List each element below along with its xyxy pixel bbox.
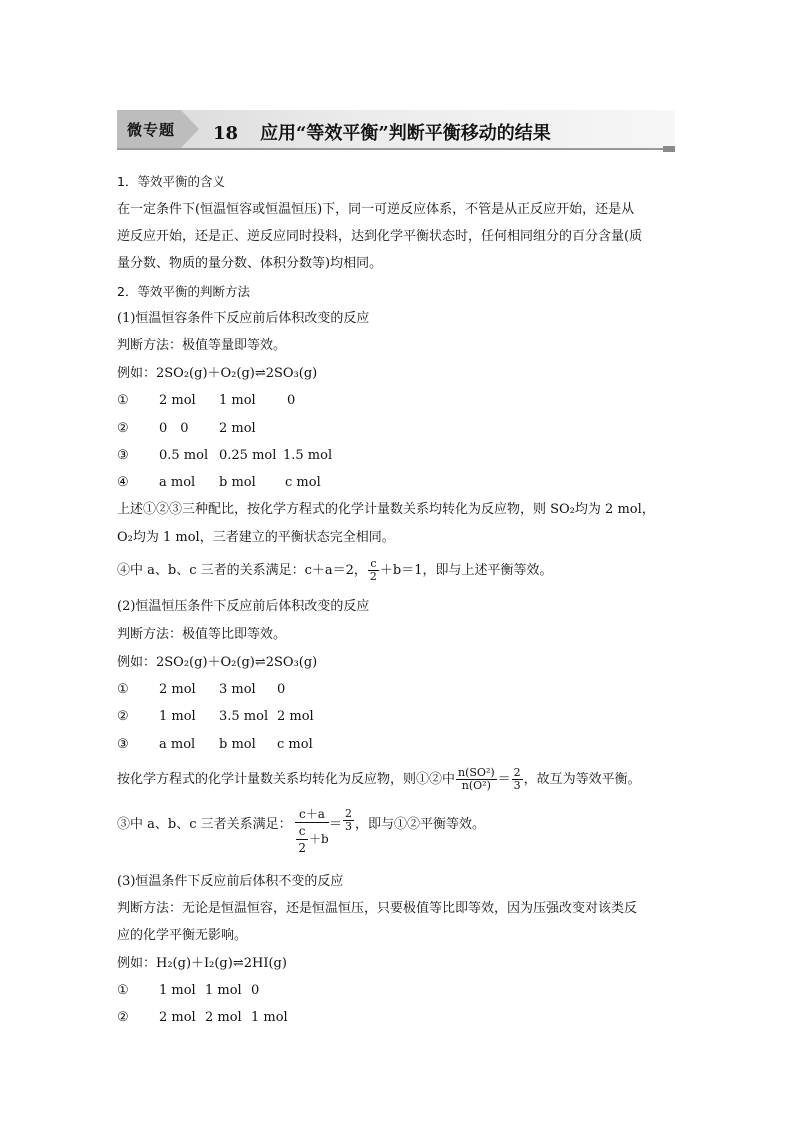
part-1-condition xyxy=(117,556,553,586)
inner-rest: ＋b xyxy=(308,832,329,846)
row-mark: ① xyxy=(117,983,129,998)
page-title xyxy=(213,119,551,145)
row-value-a: 1 mol xyxy=(159,983,196,998)
row-value-a: 0 0 xyxy=(159,421,189,436)
row-value-b: 3.5 mol xyxy=(219,709,269,724)
row-mark: ① xyxy=(117,682,129,697)
row-mark: ③ xyxy=(117,448,129,463)
section-1-heading: 1．等效平衡的含义 xyxy=(117,174,225,189)
condition-value-numerator: 2 xyxy=(345,807,353,820)
part-3-example: 例如：H₂(g)＋I₂(g)⇌2HI(g) xyxy=(117,956,287,971)
row-value-c: 2 mol xyxy=(219,421,256,436)
inner-denominator: 2 xyxy=(298,841,306,855)
part-1-title: (1)恒温恒容条件下反应前后体积改变的反应 xyxy=(117,311,370,326)
row-value-a: 1 mol xyxy=(159,709,196,724)
row-value-c: 0 xyxy=(277,682,286,697)
row-mark: ② xyxy=(117,421,129,436)
row-value-b: 0.25 mol xyxy=(219,448,277,463)
row-value-c: 2 mol xyxy=(277,709,314,724)
row-mark: ② xyxy=(117,709,129,724)
part-1-note-line-1: 上述①②③三种配比，按化学方程式的化学计量数关系均转化为反应物，则 SO₂均为 2 mol， xyxy=(117,502,655,517)
topic-tag-label: 微专题 xyxy=(127,121,176,139)
row-value-a: 2 mol xyxy=(159,1010,196,1025)
condition-value-denominator: 3 xyxy=(345,820,353,833)
section-banner xyxy=(117,110,675,154)
row-value-b: b mol xyxy=(219,475,256,490)
ratio-fraction xyxy=(456,767,497,792)
part-1-note-line-2: O₂均为 1 mol，三者建立的平衡状态完全相同。 xyxy=(117,530,395,545)
ratio-value-fraction xyxy=(512,767,523,792)
ratio-numerator: n(SO²) xyxy=(458,766,495,779)
ratio-value-numerator: 2 xyxy=(513,766,521,779)
part-3-method-line-2: 应的化学平衡无影响。 xyxy=(117,928,248,943)
ratio-text: 按化学方程式的化学计量数关系均转化为反应物，则①②中 xyxy=(117,772,456,787)
part-2-title: (2)恒温恒压条件下反应前后体积改变的反应 xyxy=(117,599,370,614)
condition-equals: ＝ xyxy=(329,817,343,832)
compound-numerator: c＋a xyxy=(295,806,329,823)
ratio-equals: ＝ xyxy=(497,772,511,787)
title-text: 应用“等效平衡”判断平衡移动的结果 xyxy=(260,123,551,144)
section-2-heading: 2．等效平衡的判断方法 xyxy=(117,284,250,299)
section-1-para-line-1: 在一定条件下(恒温恒容或恒温恒压)下，同一可逆反应体系，不管是从正反应开始，还是从 xyxy=(117,202,635,217)
row-value-c: c mol xyxy=(277,737,313,752)
row-value-c: 1 mol xyxy=(251,1010,288,1025)
ratio-text-end: ，故互为等效平衡。 xyxy=(523,772,641,787)
row-value-a: a mol xyxy=(159,475,196,490)
row-mark: ② xyxy=(117,1010,129,1025)
banner-underline xyxy=(117,148,665,150)
ratio-value-denominator: 3 xyxy=(513,779,521,792)
row-value-b: b mol xyxy=(219,737,256,752)
compound-denominator xyxy=(295,823,329,856)
row-value-c: 0 xyxy=(251,983,260,998)
part-1-method: 判断方法：极值等量即等效。 xyxy=(117,338,287,353)
row-value-b: 1 mol xyxy=(205,983,242,998)
condition-text-end: ＋b＝1，即与上述平衡等效。 xyxy=(379,563,553,578)
row-value-a: 2 mol xyxy=(159,682,196,697)
part-1-example: 例如：2SO₂(g)＋O₂(g)⇌2SO₃(g) xyxy=(117,366,318,381)
part-2-example: 例如：2SO₂(g)＋O₂(g)⇌2SO₃(g) xyxy=(117,655,318,670)
row-value-b: 1 mol xyxy=(219,393,256,408)
fraction-c-over-2 xyxy=(368,558,379,583)
row-value-b: 2 mol xyxy=(205,1010,242,1025)
fraction-numerator: c xyxy=(368,558,379,571)
row-mark: ① xyxy=(117,393,129,408)
condition-text-end: ，即与①②平衡等效。 xyxy=(355,817,486,832)
part-3-title: (3)恒温条件下反应前后体积不变的反应 xyxy=(117,874,344,889)
part-2-method: 判断方法：极值等比即等效。 xyxy=(117,627,287,642)
row-value-b: 3 mol xyxy=(219,682,256,697)
part-2-ratio xyxy=(117,763,641,797)
part-2-condition-text: ③中 a、b、c 三者关系满足： xyxy=(117,817,292,832)
condition-compound-fraction xyxy=(295,806,329,856)
condition-value-fraction xyxy=(343,808,354,833)
section-1-para-line-2: 逆反应开始，还是正、逆反应同时投料，达到化学平衡状态时，任何相同组分的百分含量(质 xyxy=(117,229,643,244)
fraction-denominator: 2 xyxy=(369,570,377,583)
part-2-condition-tail xyxy=(329,807,486,833)
row-mark: ③ xyxy=(117,737,129,752)
row-value-c: c mol xyxy=(285,475,321,490)
row-value-c: 0 xyxy=(287,393,296,408)
row-value-a: 0.5 mol xyxy=(159,448,209,463)
condition-text: ④中 a、b、c 三者的关系满足：c＋a＝2， xyxy=(117,563,367,578)
part-3-method-line-1: 判断方法：无论是恒温恒容，还是恒温恒压，只要极值等比即等效，因为压强改变对该类反 xyxy=(117,901,638,916)
banner-corner-mark xyxy=(663,146,675,152)
ratio-denominator: n(O²) xyxy=(461,779,491,792)
section-1-para-line-3: 量分数、物质的量分数、体积分数等)均相同。 xyxy=(117,256,383,271)
inner-numerator: c xyxy=(296,823,308,840)
row-value-c: 1.5 mol xyxy=(283,448,333,463)
title-number: 18 xyxy=(213,123,239,144)
row-value-a: a mol xyxy=(159,737,196,752)
row-value-a: 2 mol xyxy=(159,393,196,408)
row-mark: ④ xyxy=(117,475,129,490)
